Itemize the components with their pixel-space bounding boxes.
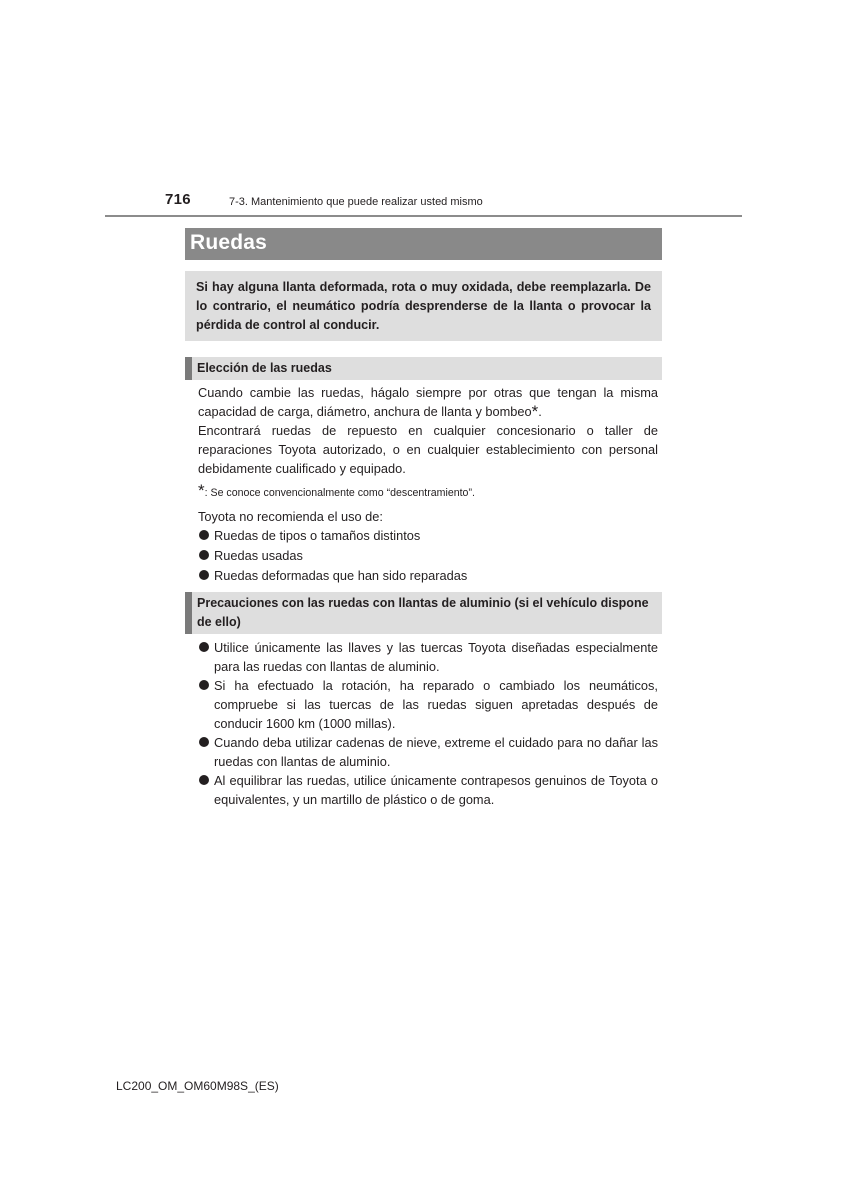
list-item (198, 771, 658, 809)
list-item-text: Cuando deba utilizar cadenas de nieve, extreme el cuidado para no dañar las ruedas con llantas de aluminio. (214, 735, 658, 769)
bullet-icon (199, 550, 209, 560)
warning-box (185, 271, 662, 341)
list-item-text: Utilice únicamente las llaves y las tuercas Toyota diseñadas especialmente para las ruedas con llantas de aluminio. (214, 640, 658, 674)
footnote-text: : Se conoce convencionalmente como “descentramiento”. (204, 487, 475, 499)
bullet-icon (199, 775, 209, 785)
recommendation-intro: Toyota no recomienda el uso de: (198, 509, 383, 524)
section-body-aluminum-wheels (198, 638, 658, 809)
not-recommended-list (198, 526, 658, 585)
list-item (198, 638, 658, 676)
bullet-icon (199, 680, 209, 690)
section-reference: 7-3. Mantenimiento que puede realizar usted mismo (229, 196, 483, 208)
list-item (198, 733, 658, 771)
bullet-icon (199, 737, 209, 747)
warning-text: Si hay alguna llanta deformada, rota o muy oxidada, debe reemplazarla. De lo contrario, el neumático podría desprenderse de la llanta o provocar la pérdida de control al conducir. (196, 280, 651, 332)
paragraph-end: . (538, 404, 542, 419)
bullet-icon (199, 642, 209, 652)
footnote-mark: * (198, 481, 205, 500)
section-heading-wheel-selection: Elección de las ruedas (185, 357, 662, 380)
list-item-text: Ruedas deformadas que han sido reparadas (214, 568, 468, 583)
asterisk-mark: * (531, 402, 539, 421)
paragraph-spare-wheels: Encontrará ruedas de repuesto en cualquier concesionario o taller de reparaciones Toyota autorizado, o en cualquier establecimiento con personal debidamente cualificado y equipado. (198, 423, 658, 476)
page-title: Ruedas (190, 231, 268, 254)
paragraph-wheel-replacement (198, 383, 658, 421)
footnote (198, 481, 658, 503)
list-item-text: Ruedas usadas (214, 548, 303, 563)
list-item (198, 566, 658, 585)
bullet-icon (199, 530, 209, 540)
section-heading-aluminum-wheels: Precauciones con las ruedas con llantas de aluminio (si el vehículo dispone de ello) (185, 592, 662, 634)
header-divider (105, 215, 742, 217)
list-item (198, 676, 658, 733)
list-item (198, 546, 658, 565)
bullet-icon (199, 570, 209, 580)
section-body-wheel-selection (198, 383, 658, 585)
list-item-text: Al equilibrar las ruedas, utilice únicamente contrapesos genuinos de Toyota o equivalentes, y un martillo de plástico o de goma. (214, 773, 658, 807)
title-bar (185, 228, 662, 260)
list-item-text: Si ha efectuado la rotación, ha reparado o cambiado los neumáticos, compruebe si las tuercas de las ruedas siguen apretadas después de conducir 1600 km (1000 millas). (214, 678, 658, 731)
document-code: LC200_OM_OM60M98S_(ES) (116, 1079, 279, 1093)
paragraph-text: Cuando cambie las ruedas, hágalo siempre por otras que tengan la misma capacidad de carga, diámetro, anchura de llanta y bombeo (198, 385, 658, 419)
precautions-list (198, 638, 658, 809)
list-item (198, 526, 658, 545)
list-item-text: Ruedas de tipos o tamaños distintos (214, 528, 421, 543)
page-number: 716 (165, 191, 191, 208)
